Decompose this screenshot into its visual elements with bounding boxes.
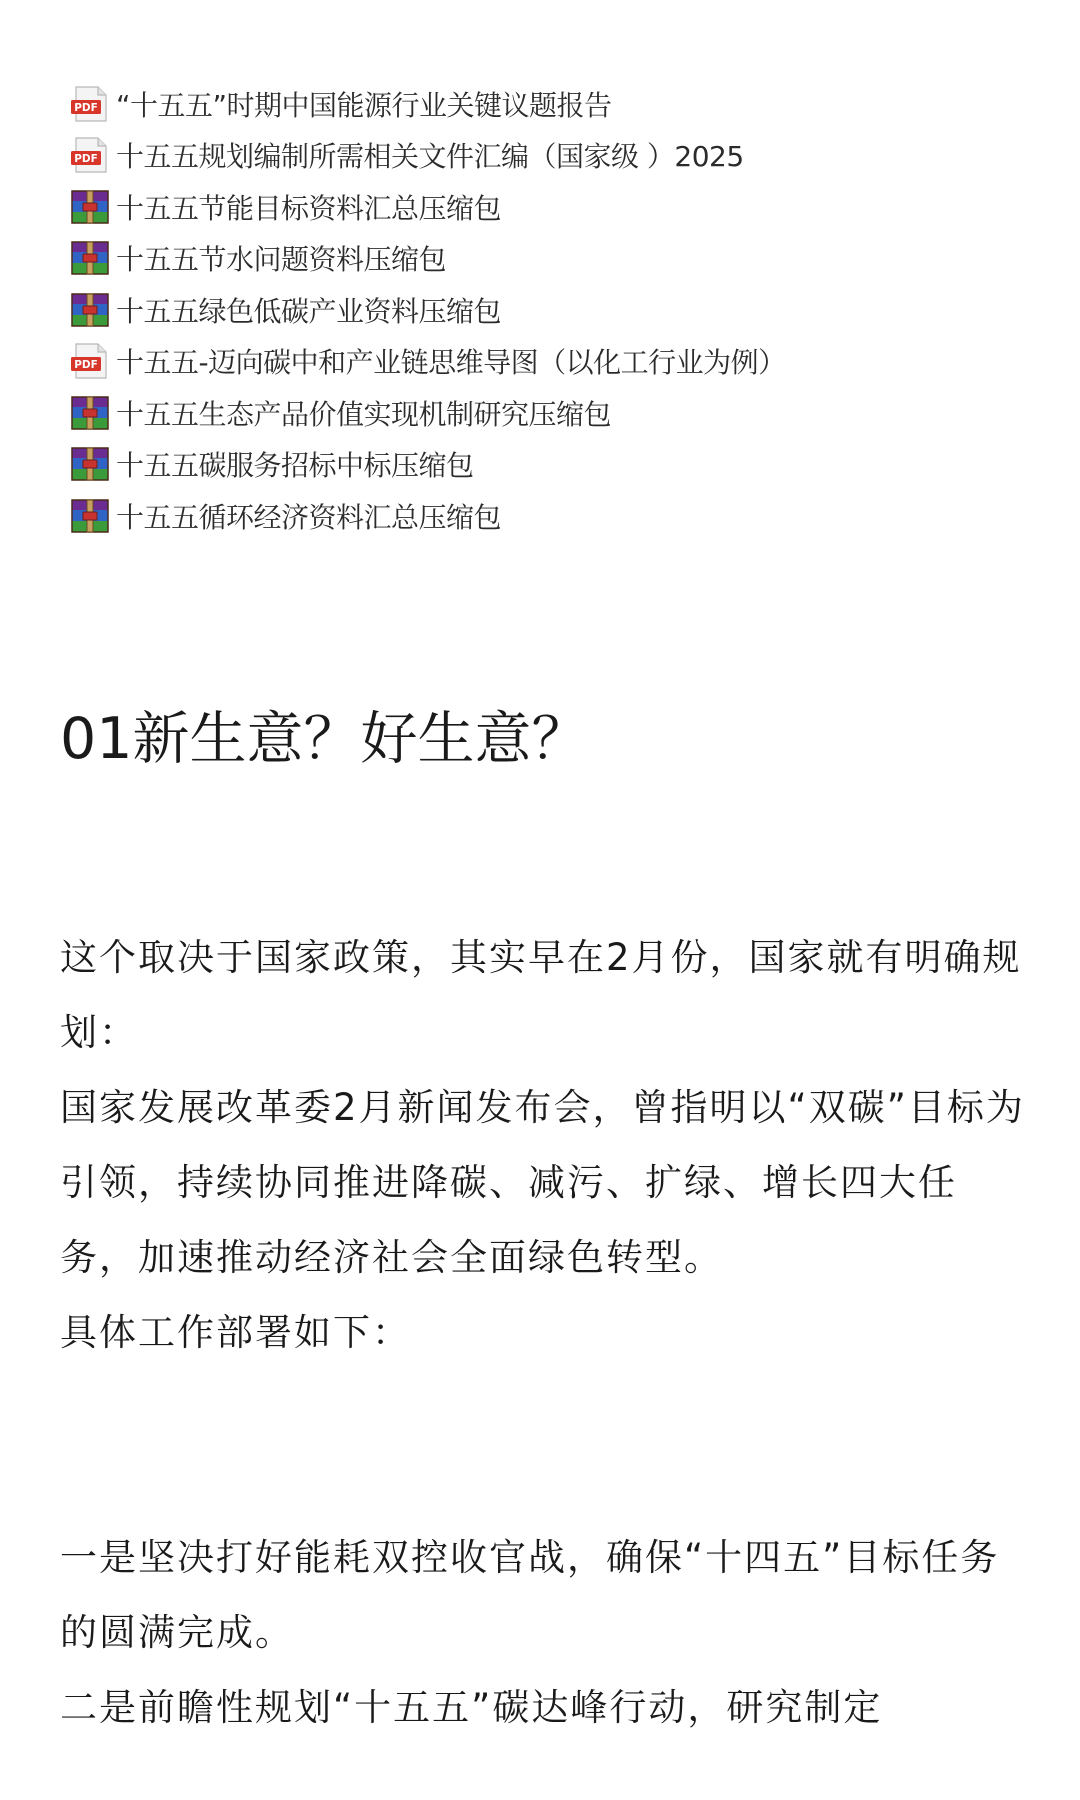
pdf-file-icon bbox=[70, 343, 110, 379]
svg-text:PDF: PDF bbox=[74, 359, 98, 372]
file-name: 十五五绿色低碳产业资料压缩包 bbox=[116, 294, 502, 328]
pdf-file-icon bbox=[70, 137, 110, 173]
paragraph-spacer bbox=[60, 1370, 1028, 1520]
archive-file-icon bbox=[70, 498, 110, 534]
archive-file-icon bbox=[70, 189, 110, 225]
pdf-file-icon bbox=[70, 86, 110, 122]
attachment-file-list bbox=[70, 78, 1030, 542]
file-name: 十五五碳服务招标中标压缩包 bbox=[116, 449, 474, 483]
archive-file-icon bbox=[70, 395, 110, 431]
file-name: 十五五生态产品价值实现机制研究压缩包 bbox=[116, 397, 612, 431]
paragraph: 一是坚决打好能耗双控收官战，确保“十四五”目标任务的圆满完成。 bbox=[60, 1536, 1000, 1654]
file-item-archive[interactable] bbox=[70, 181, 1030, 233]
file-item-archive[interactable] bbox=[70, 387, 1030, 439]
file-item-archive[interactable] bbox=[70, 284, 1030, 336]
archive-file-icon bbox=[70, 446, 110, 482]
file-item-pdf[interactable] bbox=[70, 130, 1030, 182]
paragraph: 国家发展改革委2月新闻发布会，曾指明以“双碳”目标为引领，持续协同推进降碳、减污、扩绿、增长四大任务，加速推动经济社会全面绿色转型。 bbox=[60, 1086, 1025, 1279]
archive-file-icon bbox=[70, 292, 110, 328]
article-body bbox=[60, 920, 1028, 1745]
file-name: 十五五-迈向碳中和产业链思维导图（以化工行业为例） bbox=[116, 346, 786, 380]
svg-text:PDF: PDF bbox=[74, 101, 98, 114]
paragraph: 具体工作部署如下： bbox=[60, 1311, 411, 1354]
file-name: 十五五节水问题资料压缩包 bbox=[116, 243, 447, 277]
file-item-archive[interactable] bbox=[70, 490, 1030, 542]
archive-file-icon bbox=[70, 240, 110, 276]
section-heading: 01新生意？好生意？ bbox=[60, 706, 589, 772]
file-item-archive[interactable] bbox=[70, 233, 1030, 285]
file-name: 十五五循环经济资料汇总压缩包 bbox=[116, 500, 502, 534]
svg-text:PDF: PDF bbox=[74, 153, 98, 166]
file-item-pdf[interactable] bbox=[70, 336, 1030, 388]
file-item-archive[interactable] bbox=[70, 439, 1030, 491]
file-name: 十五五规划编制所需相关文件汇编（国家级 ）2025 bbox=[116, 140, 744, 174]
paragraph: 二是前瞻性规划“十五五”碳达峰行动，研究制定 bbox=[60, 1686, 883, 1729]
paragraph: 这个取决于国家政策，其实早在2月份，国家就有明确规划： bbox=[60, 936, 1022, 1054]
file-name: “十五五”时期中国能源行业关键议题报告 bbox=[116, 88, 612, 122]
file-item-pdf[interactable] bbox=[70, 78, 1030, 130]
file-name: 十五五节能目标资料汇总压缩包 bbox=[116, 191, 502, 225]
